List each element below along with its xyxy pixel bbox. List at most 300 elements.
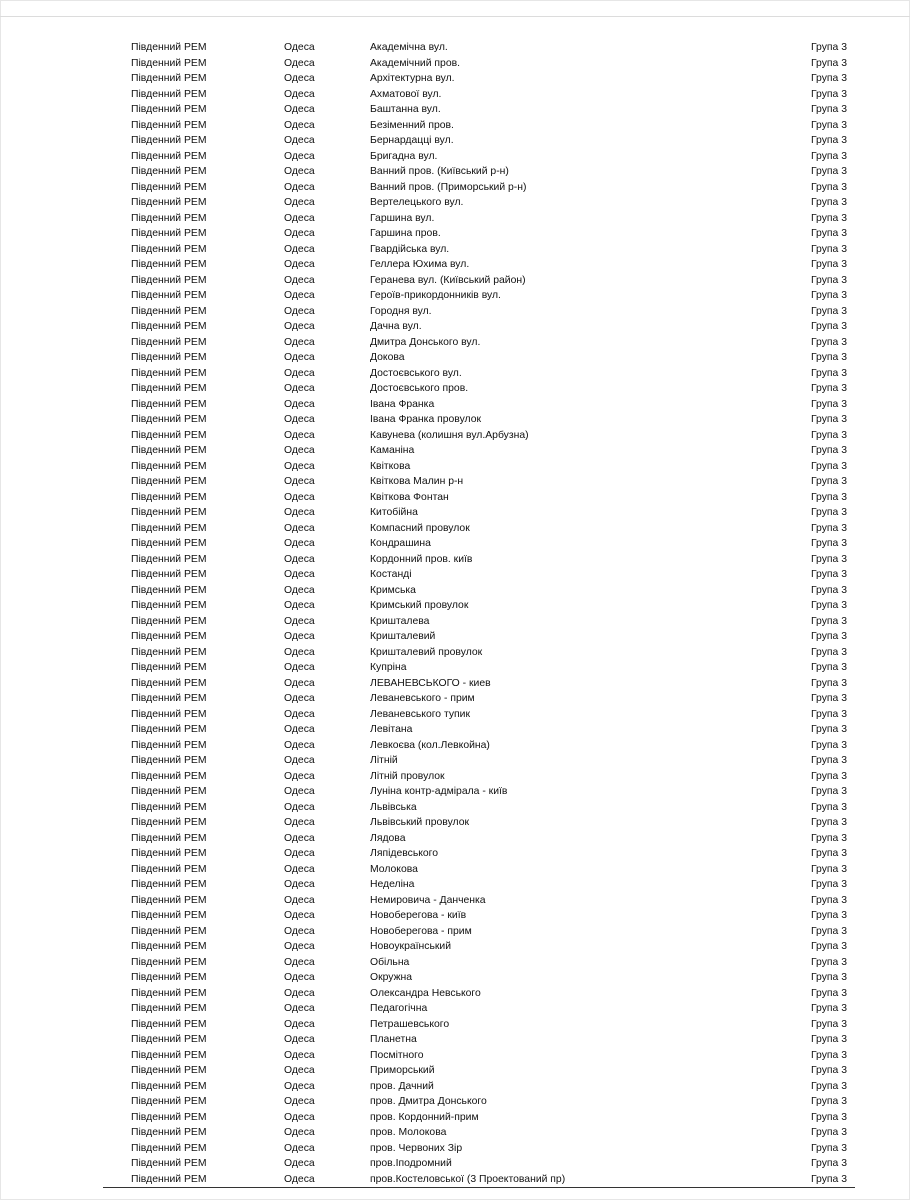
table-row bbox=[0, 397, 910, 413]
table-row bbox=[0, 56, 910, 72]
street-cell: Посмітного bbox=[370, 1049, 424, 1061]
city-cell: Одеса bbox=[284, 305, 315, 317]
city-cell: Одеса bbox=[284, 693, 315, 704]
group-cell: Група 3 bbox=[811, 460, 847, 472]
street-cell: Новоберегова - київ bbox=[370, 910, 467, 921]
city-cell: Одеса bbox=[284, 786, 315, 797]
org-cell: Південний РЕМ bbox=[131, 848, 207, 859]
org-cell: Південний РЕМ bbox=[131, 1142, 207, 1154]
table-row bbox=[0, 660, 910, 676]
org-cell: Південний РЕМ bbox=[131, 305, 207, 317]
street-cell: Кордонний пров. київ bbox=[370, 553, 473, 565]
org-cell: Південний РЕМ bbox=[131, 1034, 207, 1045]
city-cell: Одеса bbox=[284, 739, 315, 751]
city-cell: Одеса bbox=[284, 1142, 315, 1154]
city-cell: Одеса bbox=[284, 398, 315, 410]
city-cell: Одеса bbox=[284, 879, 315, 890]
table-row bbox=[0, 164, 910, 180]
table-row bbox=[0, 614, 910, 630]
outage-group-table bbox=[0, 40, 910, 1187]
street-cell: Леваневського - прим bbox=[370, 693, 475, 704]
org-cell: Південний РЕМ bbox=[131, 786, 207, 797]
city-cell: Одеса bbox=[284, 553, 315, 565]
table-row bbox=[0, 226, 910, 242]
org-cell: Південний РЕМ bbox=[131, 57, 207, 69]
city-cell: Одеса bbox=[284, 910, 315, 921]
city-cell: Одеса bbox=[284, 538, 315, 549]
table-row bbox=[0, 955, 910, 971]
city-cell: Одеса bbox=[284, 336, 315, 348]
table-row bbox=[0, 1032, 910, 1048]
street-cell: Геранева вул. (Київський район) bbox=[370, 274, 526, 286]
table-row bbox=[0, 133, 910, 149]
group-cell: Група 3 bbox=[811, 445, 847, 456]
table-row bbox=[0, 924, 910, 940]
street-cell: Архітектурна вул. bbox=[370, 73, 455, 84]
group-cell: Група 3 bbox=[811, 956, 847, 968]
org-cell: Південний РЕМ bbox=[131, 491, 207, 503]
group-cell: Група 3 bbox=[811, 42, 847, 53]
org-cell: Південний РЕМ bbox=[131, 1173, 207, 1185]
table-row bbox=[0, 335, 910, 351]
org-cell: Південний РЕМ bbox=[131, 166, 207, 177]
table-row bbox=[0, 862, 910, 878]
city-cell: Одеса bbox=[284, 1049, 315, 1061]
org-cell: Південний РЕМ bbox=[131, 863, 207, 875]
group-cell: Група 3 bbox=[811, 1096, 847, 1107]
group-cell: Група 3 bbox=[811, 848, 847, 859]
city-cell: Одеса bbox=[284, 817, 315, 828]
street-cell: Педагогічна bbox=[370, 1003, 428, 1014]
org-cell: Південний РЕМ bbox=[131, 584, 207, 596]
org-cell: Південний РЕМ bbox=[131, 1065, 207, 1076]
street-cell: Героїв-прикордонників вул. bbox=[370, 290, 501, 301]
city-cell: Одеса bbox=[284, 569, 315, 580]
city-cell: Одеса bbox=[284, 135, 315, 146]
group-cell: Група 3 bbox=[811, 910, 847, 921]
street-cell: Олександра Невського bbox=[370, 987, 481, 999]
org-cell: Південний РЕМ bbox=[131, 553, 207, 565]
city-cell: Одеса bbox=[284, 631, 315, 642]
org-cell: Південний РЕМ bbox=[131, 693, 207, 704]
table-row bbox=[0, 645, 910, 661]
street-cell: Кавунева (колишня вул.Арбузна) bbox=[370, 429, 529, 441]
table-row bbox=[0, 428, 910, 444]
city-cell: Одеса bbox=[284, 972, 315, 983]
org-cell: Південний РЕМ bbox=[131, 352, 207, 363]
city-cell: Одеса bbox=[284, 228, 315, 239]
group-cell: Група 3 bbox=[811, 197, 847, 208]
group-cell: Група 3 bbox=[811, 538, 847, 549]
street-cell: Геллера Юхима вул. bbox=[370, 259, 470, 270]
table-row bbox=[0, 459, 910, 475]
table-row bbox=[0, 273, 910, 289]
city-cell: Одеса bbox=[284, 197, 315, 208]
table-row bbox=[0, 412, 910, 428]
city-cell: Одеса bbox=[284, 1065, 315, 1076]
group-cell: Група 3 bbox=[811, 507, 847, 518]
org-cell: Південний РЕМ bbox=[131, 879, 207, 890]
org-cell: Південний РЕМ bbox=[131, 367, 207, 379]
group-cell: Група 3 bbox=[811, 693, 847, 704]
org-cell: Південний РЕМ bbox=[131, 941, 207, 952]
group-cell: Група 3 bbox=[811, 367, 847, 379]
org-cell: Південний РЕМ bbox=[131, 445, 207, 456]
table-row bbox=[0, 195, 910, 211]
org-cell: Південний РЕМ bbox=[131, 832, 207, 844]
street-cell: пров.Іподромний bbox=[370, 1158, 452, 1169]
street-cell: Кримська bbox=[370, 584, 416, 596]
street-cell: Кришталевий bbox=[370, 631, 436, 642]
street-cell: Гаршина пров. bbox=[370, 228, 441, 239]
org-cell: Південний РЕМ bbox=[131, 1080, 207, 1092]
table-row bbox=[0, 288, 910, 304]
table-row bbox=[0, 691, 910, 707]
city-cell: Одеса bbox=[284, 321, 315, 332]
city-cell: Одеса bbox=[284, 259, 315, 270]
table-row bbox=[0, 939, 910, 955]
city-cell: Одеса bbox=[284, 414, 315, 425]
street-cell: Левкоєва (кол.Левкойна) bbox=[370, 739, 490, 751]
group-cell: Група 3 bbox=[811, 724, 847, 735]
city-cell: Одеса bbox=[284, 57, 315, 69]
group-cell: Група 3 bbox=[811, 894, 847, 906]
group-cell: Група 3 bbox=[811, 290, 847, 301]
table-row bbox=[0, 490, 910, 506]
street-cell: Вертелецького вул. bbox=[370, 197, 464, 208]
street-cell: Кришталевий провулок bbox=[370, 646, 483, 658]
street-cell: ЛЕВАНЕВСЬКОГО - киев bbox=[370, 677, 491, 689]
street-cell: Дмитра Донського вул. bbox=[370, 336, 481, 348]
city-cell: Одеса bbox=[284, 1003, 315, 1014]
street-cell: Петрашевського bbox=[370, 1018, 450, 1030]
group-cell: Група 3 bbox=[811, 1111, 847, 1123]
street-cell: Бернардацці вул. bbox=[370, 135, 454, 146]
group-cell: Група 3 bbox=[811, 476, 847, 487]
table-row bbox=[0, 1094, 910, 1110]
org-cell: Південний РЕМ bbox=[131, 507, 207, 518]
org-cell: Південний РЕМ bbox=[131, 429, 207, 441]
city-cell: Одеса bbox=[284, 1127, 315, 1138]
table-row bbox=[0, 304, 910, 320]
org-cell: Південний РЕМ bbox=[131, 460, 207, 472]
street-cell: Івана Франка провулок bbox=[370, 414, 482, 425]
table-row bbox=[0, 753, 910, 769]
table-row bbox=[0, 366, 910, 382]
city-cell: Одеса bbox=[284, 150, 315, 162]
org-cell: Південний РЕМ bbox=[131, 228, 207, 239]
city-cell: Одеса bbox=[284, 987, 315, 999]
group-cell: Група 3 bbox=[811, 383, 847, 394]
street-cell: Квіткова Малин р-н bbox=[370, 476, 464, 487]
group-cell: Група 3 bbox=[811, 786, 847, 797]
group-cell: Група 3 bbox=[811, 1003, 847, 1014]
table-row bbox=[0, 180, 910, 196]
org-cell: Південний РЕМ bbox=[131, 1096, 207, 1107]
table-row bbox=[0, 40, 910, 56]
table-row bbox=[0, 1110, 910, 1126]
street-cell: Гвардійська вул. bbox=[370, 243, 450, 255]
city-cell: Одеса bbox=[284, 770, 315, 782]
city-cell: Одеса bbox=[284, 708, 315, 720]
org-cell: Південний РЕМ bbox=[131, 1111, 207, 1123]
street-cell: Баштанна вул. bbox=[370, 104, 441, 115]
org-cell: Південний РЕМ bbox=[131, 770, 207, 782]
group-cell: Група 3 bbox=[811, 57, 847, 69]
street-cell: Каманіна bbox=[370, 445, 415, 456]
org-cell: Південний РЕМ bbox=[131, 398, 207, 410]
table-row bbox=[0, 769, 910, 785]
org-cell: Південний РЕМ bbox=[131, 104, 207, 115]
group-cell: Група 3 bbox=[811, 150, 847, 162]
group-cell: Група 3 bbox=[811, 135, 847, 146]
city-cell: Одеса bbox=[284, 460, 315, 472]
table-row bbox=[0, 567, 910, 583]
group-cell: Група 3 bbox=[811, 662, 847, 673]
org-cell: Південний РЕМ bbox=[131, 197, 207, 208]
city-cell: Одеса bbox=[284, 848, 315, 859]
group-cell: Група 3 bbox=[811, 491, 847, 503]
street-cell: Безіменний пров. bbox=[370, 119, 454, 131]
group-cell: Група 3 bbox=[811, 801, 847, 813]
group-cell: Група 3 bbox=[811, 1158, 847, 1169]
group-cell: Група 3 bbox=[811, 879, 847, 890]
org-cell: Південний РЕМ bbox=[131, 274, 207, 286]
street-cell: Немировича - Данченка bbox=[370, 894, 486, 906]
group-cell: Група 3 bbox=[811, 739, 847, 751]
street-cell: Неделіна bbox=[370, 879, 415, 890]
street-cell: пров. Червоних Зір bbox=[370, 1142, 463, 1154]
city-cell: Одеса bbox=[284, 584, 315, 596]
group-cell: Група 3 bbox=[811, 1142, 847, 1154]
org-cell: Південний РЕМ bbox=[131, 956, 207, 968]
table-row bbox=[0, 707, 910, 723]
city-cell: Одеса bbox=[284, 755, 315, 766]
group-cell: Група 3 bbox=[811, 941, 847, 952]
city-cell: Одеса bbox=[284, 445, 315, 456]
group-cell: Група 3 bbox=[811, 414, 847, 425]
org-cell: Південний РЕМ bbox=[131, 724, 207, 735]
city-cell: Одеса bbox=[284, 894, 315, 906]
table-row bbox=[0, 970, 910, 986]
street-cell: Леваневського тупик bbox=[370, 708, 471, 720]
group-cell: Група 3 bbox=[811, 987, 847, 999]
table-row bbox=[0, 986, 910, 1002]
org-cell: Південний РЕМ bbox=[131, 383, 207, 394]
table-row bbox=[0, 536, 910, 552]
city-cell: Одеса bbox=[284, 801, 315, 813]
group-cell: Група 3 bbox=[811, 259, 847, 270]
table-row bbox=[0, 149, 910, 165]
city-cell: Одеса bbox=[284, 832, 315, 844]
org-cell: Південний РЕМ bbox=[131, 987, 207, 999]
city-cell: Одеса bbox=[284, 662, 315, 673]
street-cell: Літній bbox=[370, 755, 398, 766]
street-cell: Дачна вул. bbox=[370, 321, 422, 332]
group-cell: Група 3 bbox=[811, 119, 847, 131]
group-cell: Група 3 bbox=[811, 104, 847, 115]
street-cell: Літній провулок bbox=[370, 770, 445, 782]
org-cell: Південний РЕМ bbox=[131, 42, 207, 53]
org-cell: Південний РЕМ bbox=[131, 817, 207, 828]
group-cell: Група 3 bbox=[811, 73, 847, 84]
city-cell: Одеса bbox=[284, 476, 315, 487]
org-cell: Південний РЕМ bbox=[131, 321, 207, 332]
street-cell: Достоєвського пров. bbox=[370, 383, 469, 394]
group-cell: Група 3 bbox=[811, 352, 847, 363]
table-row bbox=[0, 242, 910, 258]
street-cell: Івана Франка bbox=[370, 398, 435, 410]
table-row bbox=[0, 1156, 910, 1172]
table-row bbox=[0, 102, 910, 118]
city-cell: Одеса bbox=[284, 724, 315, 735]
org-cell: Південний РЕМ bbox=[131, 569, 207, 580]
city-cell: Одеса bbox=[284, 104, 315, 115]
org-cell: Південний РЕМ bbox=[131, 646, 207, 658]
street-cell: пров.Костеловської (3 Проектований пр) bbox=[370, 1173, 566, 1185]
street-cell: Кримський провулок bbox=[370, 600, 469, 611]
city-cell: Одеса bbox=[284, 383, 315, 394]
org-cell: Південний РЕМ bbox=[131, 739, 207, 751]
table-row bbox=[0, 1172, 910, 1188]
org-cell: Південний РЕМ bbox=[131, 212, 207, 224]
group-cell: Група 3 bbox=[811, 166, 847, 177]
org-cell: Південний РЕМ bbox=[131, 1127, 207, 1138]
street-cell: Купріна bbox=[370, 662, 407, 673]
group-cell: Група 3 bbox=[811, 569, 847, 580]
group-cell: Група 3 bbox=[811, 228, 847, 239]
group-cell: Група 3 bbox=[811, 817, 847, 828]
street-cell: Новоукраїнський bbox=[370, 941, 452, 952]
table-row bbox=[0, 800, 910, 816]
table-row bbox=[0, 1141, 910, 1157]
org-cell: Південний РЕМ bbox=[131, 1158, 207, 1169]
city-cell: Одеса bbox=[284, 290, 315, 301]
table-row bbox=[0, 521, 910, 537]
group-cell: Група 3 bbox=[811, 1034, 847, 1045]
table-row bbox=[0, 1048, 910, 1064]
org-cell: Південний РЕМ bbox=[131, 1018, 207, 1030]
group-cell: Група 3 bbox=[811, 274, 847, 286]
org-cell: Південний РЕМ bbox=[131, 801, 207, 813]
city-cell: Одеса bbox=[284, 429, 315, 441]
page-edge-divider bbox=[0, 16, 910, 17]
table-row bbox=[0, 676, 910, 692]
group-cell: Група 3 bbox=[811, 972, 847, 983]
group-cell: Група 3 bbox=[811, 677, 847, 689]
city-cell: Одеса bbox=[284, 956, 315, 968]
table-row bbox=[0, 1125, 910, 1141]
city-cell: Одеса bbox=[284, 352, 315, 363]
street-cell: пров. Дмитра Донського bbox=[370, 1096, 487, 1107]
street-cell: Обільна bbox=[370, 956, 410, 968]
city-cell: Одеса bbox=[284, 73, 315, 84]
table-row bbox=[0, 381, 910, 397]
org-cell: Південний РЕМ bbox=[131, 135, 207, 146]
group-cell: Група 3 bbox=[811, 925, 847, 937]
city-cell: Одеса bbox=[284, 925, 315, 937]
street-cell: Академічна вул. bbox=[370, 42, 448, 53]
city-cell: Одеса bbox=[284, 677, 315, 689]
org-cell: Південний РЕМ bbox=[131, 243, 207, 255]
street-cell: Левітана bbox=[370, 724, 413, 735]
street-cell: Достоєвського вул. bbox=[370, 367, 462, 379]
table-row bbox=[0, 893, 910, 909]
table-row bbox=[0, 583, 910, 599]
street-cell: Квіткова bbox=[370, 460, 411, 472]
group-cell: Група 3 bbox=[811, 1127, 847, 1138]
table-row bbox=[0, 598, 910, 614]
city-cell: Одеса bbox=[284, 863, 315, 875]
street-cell: Новоберегова - прим bbox=[370, 925, 472, 937]
city-cell: Одеса bbox=[284, 1158, 315, 1169]
city-cell: Одеса bbox=[284, 367, 315, 379]
group-cell: Група 3 bbox=[811, 1065, 847, 1076]
street-cell: пров. Молокова bbox=[370, 1127, 447, 1138]
org-cell: Південний РЕМ bbox=[131, 259, 207, 270]
group-cell: Група 3 bbox=[811, 863, 847, 875]
table-row bbox=[0, 319, 910, 335]
group-cell: Група 3 bbox=[811, 243, 847, 255]
city-cell: Одеса bbox=[284, 522, 315, 534]
group-cell: Група 3 bbox=[811, 1080, 847, 1092]
street-cell: Львівська bbox=[370, 801, 417, 813]
table-row bbox=[0, 443, 910, 459]
city-cell: Одеса bbox=[284, 181, 315, 193]
table-row bbox=[0, 908, 910, 924]
org-cell: Південний РЕМ bbox=[131, 336, 207, 348]
table-row bbox=[0, 784, 910, 800]
city-cell: Одеса bbox=[284, 274, 315, 286]
city-cell: Одеса bbox=[284, 646, 315, 658]
table-bottom-border bbox=[103, 1187, 855, 1188]
org-cell: Південний РЕМ bbox=[131, 708, 207, 720]
city-cell: Одеса bbox=[284, 243, 315, 255]
city-cell: Одеса bbox=[284, 88, 315, 100]
org-cell: Південний РЕМ bbox=[131, 600, 207, 611]
group-cell: Група 3 bbox=[811, 584, 847, 596]
org-cell: Південний РЕМ bbox=[131, 88, 207, 100]
org-cell: Південний РЕМ bbox=[131, 476, 207, 487]
group-cell: Група 3 bbox=[811, 553, 847, 565]
street-cell: Академічний пров. bbox=[370, 57, 461, 69]
street-cell: Китобійна bbox=[370, 507, 418, 518]
table-row bbox=[0, 211, 910, 227]
table-row bbox=[0, 71, 910, 87]
group-cell: Група 3 bbox=[811, 181, 847, 193]
table-row bbox=[0, 552, 910, 568]
group-cell: Група 3 bbox=[811, 1018, 847, 1030]
org-cell: Південний РЕМ bbox=[131, 119, 207, 131]
group-cell: Група 3 bbox=[811, 755, 847, 766]
street-cell: Ванний пров. (Приморський р-н) bbox=[370, 181, 527, 193]
group-cell: Група 3 bbox=[811, 212, 847, 224]
group-cell: Група 3 bbox=[811, 522, 847, 534]
group-cell: Група 3 bbox=[811, 1173, 847, 1185]
org-cell: Південний РЕМ bbox=[131, 522, 207, 534]
street-cell: Ванний пров. (Київський р-н) bbox=[370, 166, 509, 177]
table-row bbox=[0, 846, 910, 862]
city-cell: Одеса bbox=[284, 615, 315, 627]
table-row bbox=[0, 877, 910, 893]
table-row bbox=[0, 505, 910, 521]
org-cell: Південний РЕМ bbox=[131, 1049, 207, 1061]
city-cell: Одеса bbox=[284, 600, 315, 611]
street-cell: Докова bbox=[370, 352, 405, 363]
street-cell: Приморський bbox=[370, 1065, 435, 1076]
street-cell: Молокова bbox=[370, 863, 418, 875]
table-row bbox=[0, 815, 910, 831]
